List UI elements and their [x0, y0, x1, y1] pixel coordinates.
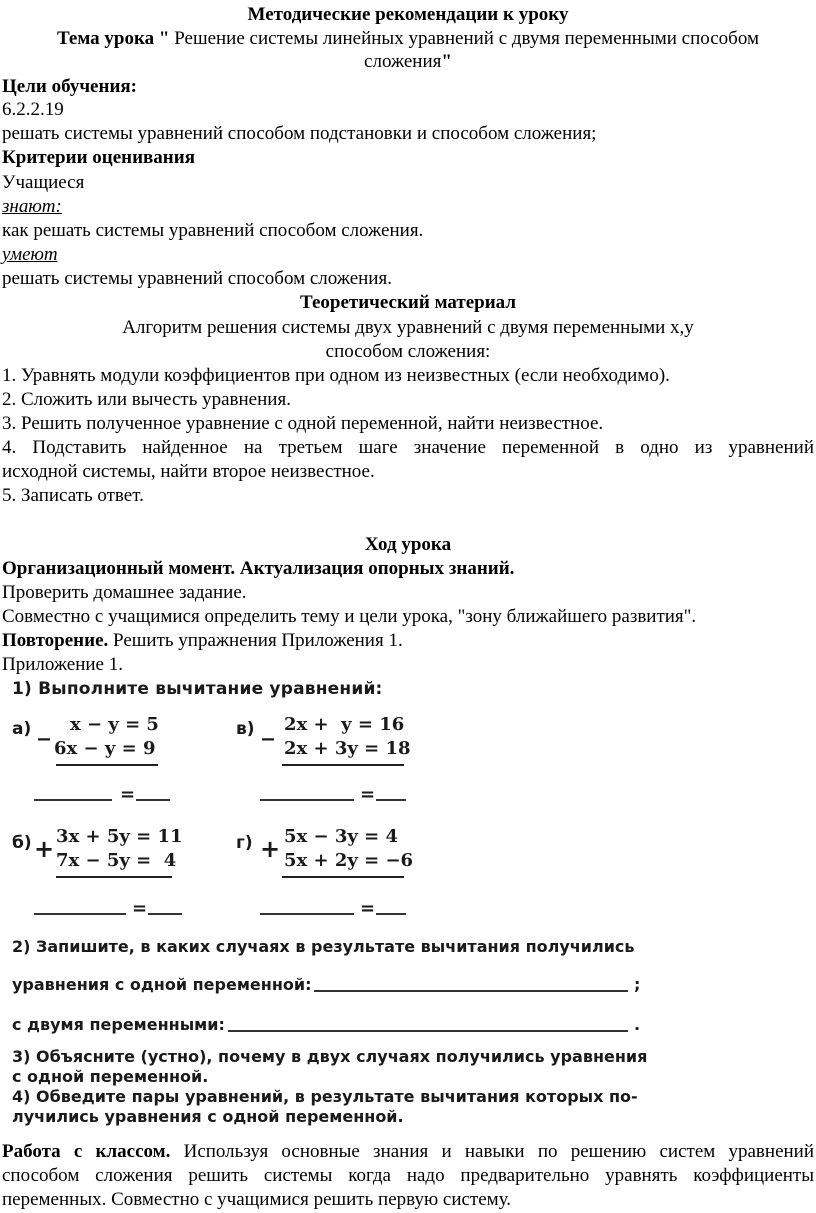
system-b-operator: + [34, 835, 55, 863]
classwork-text-1: Используя основные знания и навыки по решению систем уравнений [170, 1141, 814, 1162]
criteria-can-label: умеют [2, 244, 58, 265]
criteria-know-text: как решать системы уравнений способом сложения. [2, 220, 424, 241]
goals-text: решать системы уравнений способом подстановки и способом сложения; [2, 123, 597, 144]
system-g-eq2: 5x + 2y = −6 [284, 850, 414, 871]
system-g-answer-line [260, 913, 354, 915]
algorithm-step-2: 2. Сложить или вычесть уравнения. [2, 389, 291, 410]
algorithm-title-2: способом сложения: [325, 341, 491, 362]
task-1-heading: 1) Выполните вычитание уравнений: [12, 679, 383, 699]
system-v-eq1: 2x + y = 16 [284, 714, 405, 735]
system-v-rule [282, 764, 404, 766]
task-2-fill-line-1 [314, 990, 628, 992]
repetition-label: Повторение. [2, 630, 109, 651]
criteria-know-label: знают: [2, 196, 62, 217]
classwork-line-1 [2, 1141, 814, 1163]
goals-code: 6.2.2.19 [2, 99, 64, 120]
system-a-operator: _ [38, 713, 50, 741]
define-topic: Совместно с учащимися определить тему и цели урока, "зону ближайшего развития". [2, 606, 697, 627]
topic-text-2: сложения [364, 51, 442, 72]
task-4-line-2: лучились уравнения с одной переменной. [12, 1107, 404, 1126]
task-3-line-2: с одной переменной. [12, 1067, 209, 1086]
system-a-result-line [136, 799, 170, 801]
task-2-line-1: 2) Запишите, в каких случаях в результате вычитания получились [12, 937, 635, 956]
algorithm-step-4-cont: исходной системы, найти второе неизвестное. [2, 461, 375, 482]
system-v-result-line [376, 799, 406, 801]
system-a-label: а) [12, 719, 32, 739]
theory-heading: Теоретический материал [300, 292, 516, 313]
appendix-label: Приложение 1. [2, 654, 123, 675]
algorithm-step-4: 4. Подставить найденное на третьем шаге значение переменной в одно из уравнений [2, 437, 814, 458]
topic-line-2 [2, 51, 814, 73]
classwork-line-3: переменных. Совместно с учащимися решить первую систему. [2, 1189, 512, 1210]
task-2-period: . [634, 1015, 641, 1034]
task-2-line-2: уравнения с одной переменной: [12, 975, 312, 994]
system-v-label: в) [236, 719, 255, 739]
document-title: Методические рекомендации к уроку [247, 4, 569, 25]
repetition-line [2, 630, 814, 652]
task-4-line-1: 4) Обведите пары уравнений, в результате вычитания которых по- [12, 1087, 638, 1106]
topic-label: Тема урока " [56, 28, 170, 49]
system-b-equals: = [132, 898, 148, 919]
appendix-exercise-scan [8, 672, 658, 1132]
topic-line [2, 28, 814, 50]
algorithm-step-3: 3. Решить полученное уравнение с одной переменной, найти неизвестное. [2, 413, 604, 434]
classwork-label: Работа с классом. [2, 1141, 171, 1162]
system-a-equals: = [120, 784, 136, 805]
topic-close-quote: " [441, 51, 452, 72]
system-g-rule [282, 876, 404, 878]
task-2-semicolon: ; [634, 975, 641, 994]
check-homework: Проверить домашнее задание. [2, 582, 247, 603]
criteria-can-text: решать системы уравнений способом сложения. [2, 268, 392, 289]
goals-heading: Цели обучения: [2, 76, 137, 97]
criteria-heading: Критерии оценивания [2, 147, 195, 168]
algorithm-step-5: 5. Записать ответ. [2, 485, 144, 506]
system-b-result-line [148, 913, 182, 915]
system-b-answer-line [34, 913, 126, 915]
classwork-line-2: способом сложения решить системы когда надо предварительно уравнять коэффициенты [2, 1165, 814, 1186]
task-2-line-3: с двумя переменными: [12, 1015, 225, 1034]
system-v-operator: _ [262, 713, 274, 741]
system-g-operator: + [260, 835, 281, 863]
topic-text: Решение системы линейных уравнений с двумя переменными способом [169, 28, 760, 49]
system-a-answer-line [34, 799, 112, 801]
repetition-text: Решить упражнения Приложения 1. [108, 630, 403, 651]
system-g-equals: = [360, 898, 376, 919]
task-3-line-1: 3) Объясните (устно), почему в двух случаях получились уравнения [12, 1047, 648, 1066]
system-v-answer-line [260, 799, 354, 801]
system-g-label: г) [236, 833, 253, 853]
system-a-eq2: 6x − y = 9 [54, 738, 156, 759]
system-b-label: б) [12, 833, 32, 853]
system-a-rule [56, 764, 158, 766]
system-v-equals: = [360, 784, 376, 805]
system-v-eq2: 2x + 3y = 18 [284, 738, 411, 759]
system-b-rule [56, 876, 172, 878]
task-2-fill-line-2 [228, 1030, 628, 1032]
algorithm-title: Алгоритм решения системы двух уравнений с двумя переменными х,у [122, 317, 694, 338]
lesson-heading: Ход урока [364, 534, 452, 555]
system-g-eq1: 5x − 3y = 4 [284, 826, 398, 847]
system-a-eq1: x − y = 5 [70, 714, 159, 735]
system-g-result-line [376, 913, 406, 915]
org-moment: Организационный момент. Актуализация опорных знаний. [2, 558, 515, 579]
system-b-eq1: 3x + 5y = 11 [56, 826, 183, 847]
algorithm-step-1: 1. Уравнять модули коэффициентов при одном из неизвестных (если необходимо). [2, 365, 670, 386]
criteria-students: Учащиеся [2, 172, 85, 193]
system-b-eq2: 7x − 5y = 4 [56, 850, 177, 871]
